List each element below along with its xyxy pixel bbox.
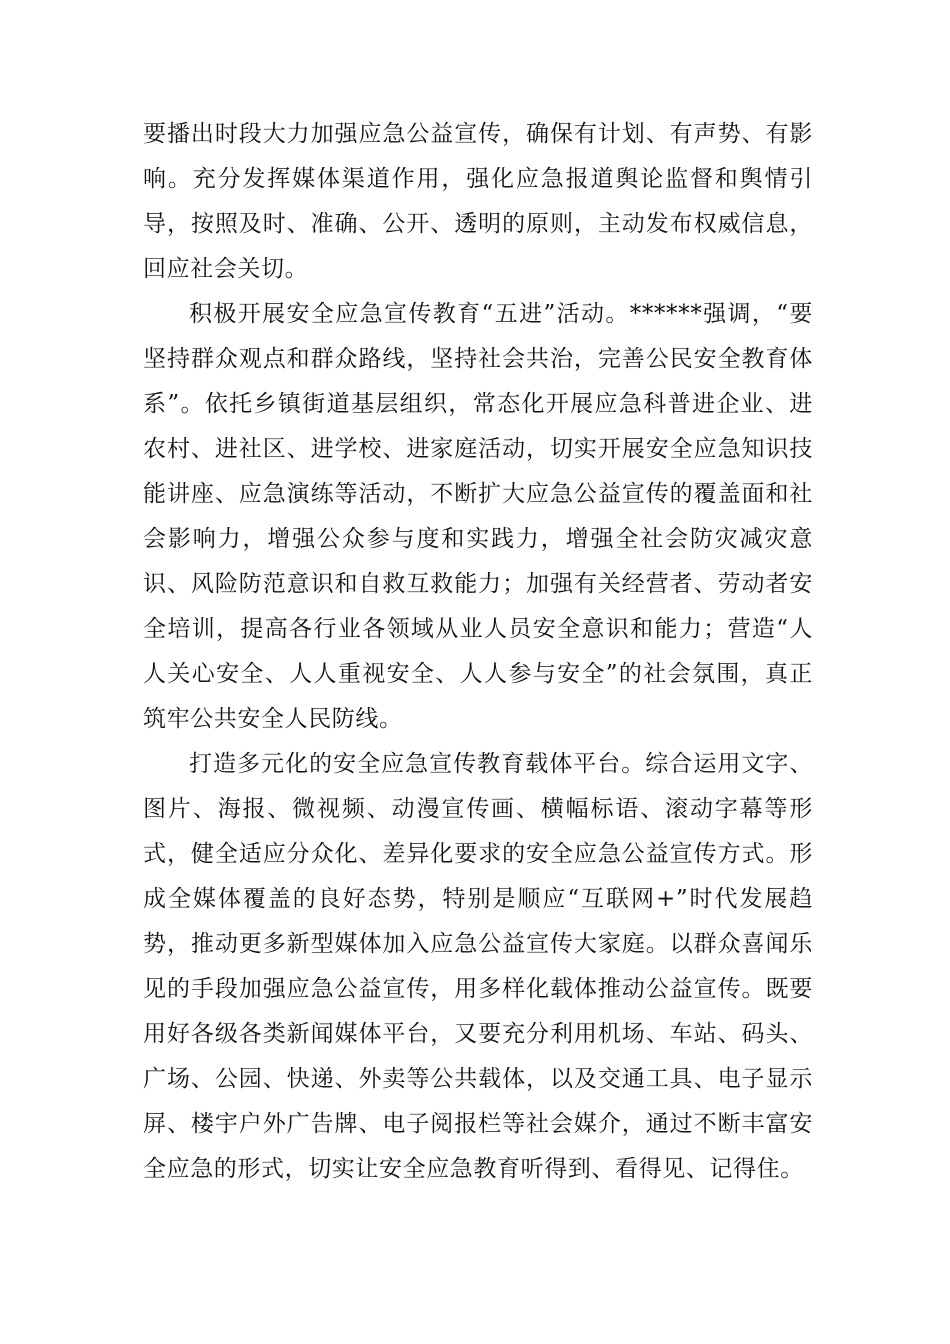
paragraph-3: 打造多元化的安全应急宣传教育载体平台。综合运用文字、图片、海报、微视频、动漫宣传画、横幅标语、滚动字幕等形式，健全适应分众化、差异化要求的安全应急公益宣传方式。形成全媒体覆盖的良好态势，特别是顺应“互联网+”时代发展趋势，推动更多新型媒体加入应急公益宣传大家庭。以群众喜闻乐见的手段加强应急公益宣传，用多样化载体推动公益宣传。既要用好各级各类新闻媒体平台，又要充分利用机场、车站、码头、广场、公园、快递、外卖等公共载体，以及交通工具、电子显示屏、楼宇户外广告牌、电子阅报栏等社会媒介，通过不断丰富安全应急的形式，切实让安全应急教育听得到、看得见、记得住。 [143, 751, 813, 1182]
paragraph-1: 要播出时段大力加强应急公益宣传，确保有计划、有声势、有影响。充分发挥媒体渠道作用，强化应急报道舆论监督和舆情引导，按照及时、准确、公开、透明的原则，主动发布权威信息，回应社会关切。 [143, 121, 813, 282]
paragraph-2: 积极开展安全应急宣传教育“五进”活动。******强调，“要坚持群众观点和群众路线，坚持社会共治，完善公民安全教育体系”。依托乡镇街道基层组织，常态化开展应急科普进企业、进农村、进社区、进学校、进家庭活动，切实开展安全应急知识技能讲座、应急演练等活动，不断扩大应急公益宣传的覆盖面和社会影响力，增强公众参与度和实践力，增强全社会防灾减灾意识、风险防范意识和自救互救能力；加强有关经营者、劳动者安全培训，提高各行业各领域从业人员安全意识和能力；营造“人人关心安全、人人重视安全、人人参与安全”的社会氛围，真正筑牢公共安全人民防线。 [143, 301, 813, 732]
document-body [143, 112, 813, 1192]
